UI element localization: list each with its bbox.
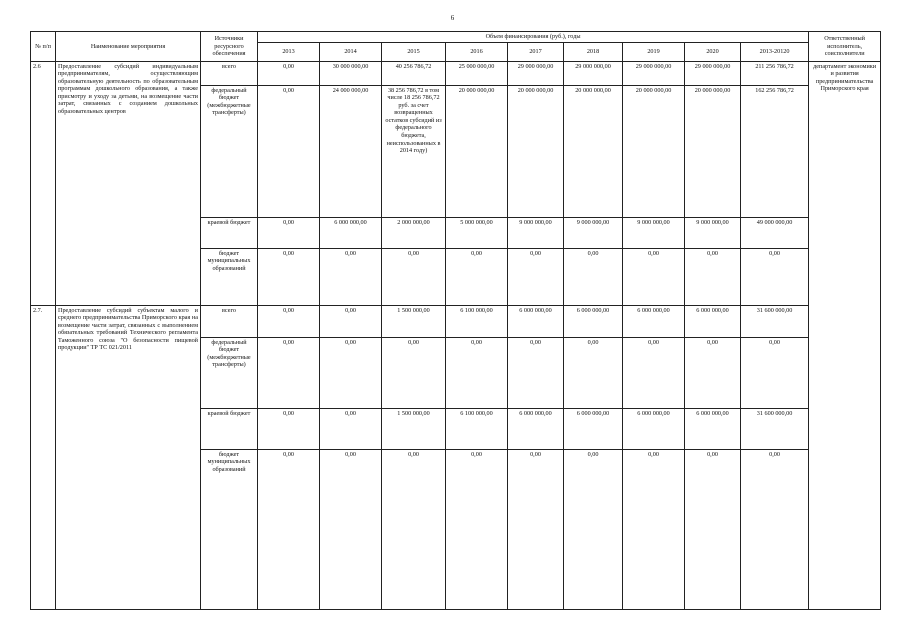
value-cell: 0,00 — [508, 248, 564, 305]
value-cell: 0,00 — [685, 248, 741, 305]
measure-name: Предоставление субсидий индивидуальным предпринимателям, осуществляющим образовательную деятельность по образовательным программам дошкольного образования, а также присмотру и уходу за детьми, на возмещение части затрат, связанных с созданием дошкольных образовательных центров — [56, 61, 201, 305]
header-year: 2017 — [508, 42, 564, 61]
value-cell: 0,00 — [564, 248, 623, 305]
value-cell: 0,00 — [741, 449, 809, 609]
value-cell: 6 000 000,00 — [623, 305, 685, 337]
value-cell: 9 000 000,00 — [623, 217, 685, 248]
header-year: 2015 — [382, 42, 446, 61]
value-cell: 0,00 — [741, 337, 809, 408]
source-cell: федеральный бюджет (межбюджетные трансферты) — [201, 85, 258, 217]
value-cell: 30 000 000,00 — [320, 61, 382, 85]
value-cell: 31 600 000,00 — [741, 408, 809, 449]
value-cell: 1 500 000,00 — [382, 408, 446, 449]
header-year: 2019 — [623, 42, 685, 61]
value-cell: 0,00 — [320, 449, 382, 609]
value-cell: 0,00 — [685, 337, 741, 408]
value-cell: 0,00 — [320, 337, 382, 408]
value-cell: 1 500 000,00 — [382, 305, 446, 337]
header-year-total: 2013-20120 — [741, 42, 809, 61]
value-cell: 6 000 000,00 — [685, 408, 741, 449]
source-cell: всего — [201, 61, 258, 85]
source-cell: всего — [201, 305, 258, 337]
source-cell: краевой бюджет — [201, 217, 258, 248]
responsible-cell: департамент экономики и развития предпринимательства Приморского края — [809, 61, 881, 609]
value-cell: 29 000 000,00 — [564, 61, 623, 85]
value-cell: 0,00 — [446, 449, 508, 609]
value-cell: 211 256 786,72 — [741, 61, 809, 85]
value-cell: 162 256 786,72 — [741, 85, 809, 217]
value-cell: 0,00 — [382, 337, 446, 408]
value-cell: 20 000 000,00 — [446, 85, 508, 217]
row-index: 2.6 — [31, 61, 56, 305]
value-cell: 0,00 — [623, 337, 685, 408]
value-cell: 0,00 — [258, 408, 320, 449]
value-cell: 0,00 — [446, 248, 508, 305]
header-year: 2013 — [258, 42, 320, 61]
value-cell: 9 000 000,00 — [508, 217, 564, 248]
value-cell: 0,00 — [258, 248, 320, 305]
value-cell: 0,00 — [258, 61, 320, 85]
header-source: Источники ресурсного обеспечения — [201, 32, 258, 62]
table-row — [31, 305, 881, 337]
value-cell: 6 000 000,00 — [564, 305, 623, 337]
value-cell: 6 000 000,00 — [685, 305, 741, 337]
source-cell: федеральный бюджет (межбюджетные трансферты) — [201, 337, 258, 408]
page-number: 6 — [450, 14, 455, 22]
value-cell: 9 000 000,00 — [685, 217, 741, 248]
value-cell: 0,00 — [382, 248, 446, 305]
value-cell: 0,00 — [741, 248, 809, 305]
value-cell: 0,00 — [685, 449, 741, 609]
source-cell: бюджет муниципальных образований — [201, 248, 258, 305]
value-cell: 0,00 — [258, 305, 320, 337]
value-cell: 40 256 786,72 — [382, 61, 446, 85]
measure-name: Предоставление субсидий субъектам малого и среднего предпринимательства Приморского края на возмещение части затрат, связанных с выполнением обязательных требований Технического регламента Таможенного союза "О безопасности пищевой продукции" ТР ТС 021/2011 — [56, 305, 201, 609]
header-year: 2020 — [685, 42, 741, 61]
header-year: 2016 — [446, 42, 508, 61]
value-cell: 0,00 — [564, 449, 623, 609]
header-name: Наименование мероприятия — [56, 32, 201, 62]
value-cell: 0,00 — [508, 337, 564, 408]
value-cell: 2 000 000,00 — [382, 217, 446, 248]
source-cell: бюджет муниципальных образований — [201, 449, 258, 609]
value-cell: 29 000 000,00 — [685, 61, 741, 85]
value-cell: 6 000 000,00 — [508, 305, 564, 337]
value-cell: 6 000 000,00 — [564, 408, 623, 449]
value-cell: 0,00 — [258, 217, 320, 248]
table-row — [31, 61, 881, 85]
value-cell: 49 000 000,00 — [741, 217, 809, 248]
value-cell: 25 000 000,00 — [446, 61, 508, 85]
value-cell: 9 000 000,00 — [564, 217, 623, 248]
value-cell: 20 000 000,00 — [564, 85, 623, 217]
value-cell: 31 600 000,00 — [741, 305, 809, 337]
header-index: № п/п — [31, 32, 56, 62]
value-cell: 5 000 000,00 — [446, 217, 508, 248]
row-index: 2.7. — [31, 305, 56, 609]
value-cell: 0,00 — [320, 248, 382, 305]
value-cell: 0,00 — [623, 449, 685, 609]
header-year: 2018 — [564, 42, 623, 61]
value-cell: 0,00 — [258, 337, 320, 408]
value-cell: 0,00 — [623, 248, 685, 305]
value-cell: 0,00 — [382, 449, 446, 609]
value-cell: 6 100 000,00 — [446, 408, 508, 449]
funding-table — [30, 31, 881, 610]
value-cell: 20 000 000,00 — [508, 85, 564, 217]
value-cell: 0,00 — [258, 449, 320, 609]
value-cell: 6 000 000,00 — [320, 217, 382, 248]
value-cell: 38 256 786,72 в том числе 18 256 786,72 руб. за счет возвращенных остатков субсидий из федерального бюджета, неиспользованных в 2014 году) — [382, 85, 446, 217]
value-cell: 29 000 000,00 — [508, 61, 564, 85]
value-cell: 0,00 — [258, 85, 320, 217]
value-cell: 0,00 — [446, 337, 508, 408]
source-cell: краевой бюджет — [201, 408, 258, 449]
value-cell: 0,00 — [508, 449, 564, 609]
value-cell: 6 000 000,00 — [508, 408, 564, 449]
value-cell: 20 000 000,00 — [623, 85, 685, 217]
value-cell: 0,00 — [564, 337, 623, 408]
value-cell: 29 000 000,00 — [623, 61, 685, 85]
value-cell: 6 000 000,00 — [623, 408, 685, 449]
header-responsible: Ответственный исполнитель, соисполнители — [809, 32, 881, 62]
value-cell: 20 000 000,00 — [685, 85, 741, 217]
value-cell: 0,00 — [320, 305, 382, 337]
header-year: 2014 — [320, 42, 382, 61]
value-cell: 6 100 000,00 — [446, 305, 508, 337]
header-funding: Объем финансирования (руб.), годы — [258, 32, 809, 43]
value-cell: 0,00 — [320, 408, 382, 449]
value-cell: 24 000 000,00 — [320, 85, 382, 217]
